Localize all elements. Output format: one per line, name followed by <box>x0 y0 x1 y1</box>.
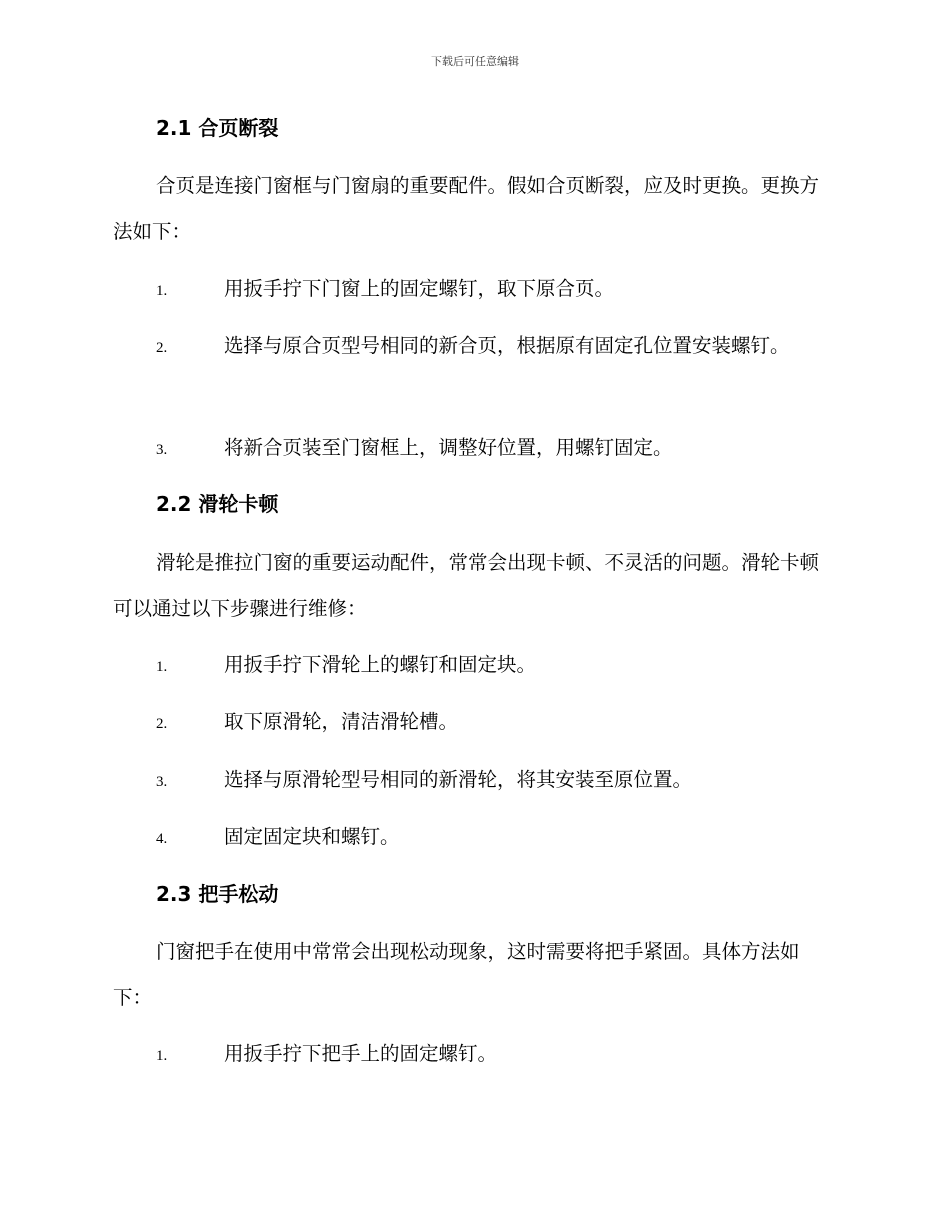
list-number: 2. <box>156 340 168 356</box>
list-item <box>113 699 835 747</box>
list-item <box>113 814 835 862</box>
list-item <box>113 757 835 805</box>
list-number: 1. <box>156 1048 168 1064</box>
list-text: 固定固定块和螺钉。 <box>224 825 400 848</box>
list-item <box>113 323 835 371</box>
section-heading-2-1: 2.1 合页断裂 <box>156 116 279 140</box>
list-number: 1. <box>156 659 168 675</box>
section-intro-2-1: 合页是连接门窗框与门窗扇的重要配件。假如合页断裂，应及时更换。更换方法如下： <box>113 174 820 243</box>
list-number: 3. <box>156 774 168 790</box>
list-text: 选择与原合页型号相同的新合页，根据原有固定孔位置安装螺钉。 <box>224 334 790 357</box>
page-header: 下载后可任意编辑 <box>431 55 519 68</box>
list-text: 将新合页装至门窗框上，调整好位置，用螺钉固定。 <box>224 436 673 459</box>
list-item <box>113 642 835 690</box>
list-text: 选择与原滑轮型号相同的新滑轮，将其安装至原位置。 <box>224 768 693 791</box>
list-number: 3. <box>156 442 168 458</box>
list-item <box>113 266 835 314</box>
list-item <box>113 425 835 473</box>
list-item <box>113 1031 835 1079</box>
list-text: 用扳手拧下把手上的固定螺钉。 <box>224 1042 498 1065</box>
list-number: 1. <box>156 283 168 299</box>
section-intro-2-3: 门窗把手在使用中常常会出现松动现象，这时需要将把手紧固。具体方法如下： <box>113 940 800 1009</box>
list-number: 4. <box>156 831 168 847</box>
list-text: 取下原滑轮，清洁滑轮槽。 <box>224 710 459 733</box>
section-intro-2-2: 滑轮是推拉门窗的重要运动配件，常常会出现卡顿、不灵活的问题。滑轮卡顿可以通过以下步骤进行维修： <box>113 551 820 620</box>
list-text: 用扳手拧下门窗上的固定螺钉，取下原合页。 <box>224 277 615 300</box>
section-heading-2-3: 2.3 把手松动 <box>156 882 279 906</box>
list-text: 用扳手拧下滑轮上的螺钉和固定块。 <box>224 653 537 676</box>
list-number: 2. <box>156 716 168 732</box>
section-heading-2-2: 2.2 滑轮卡顿 <box>156 492 279 516</box>
